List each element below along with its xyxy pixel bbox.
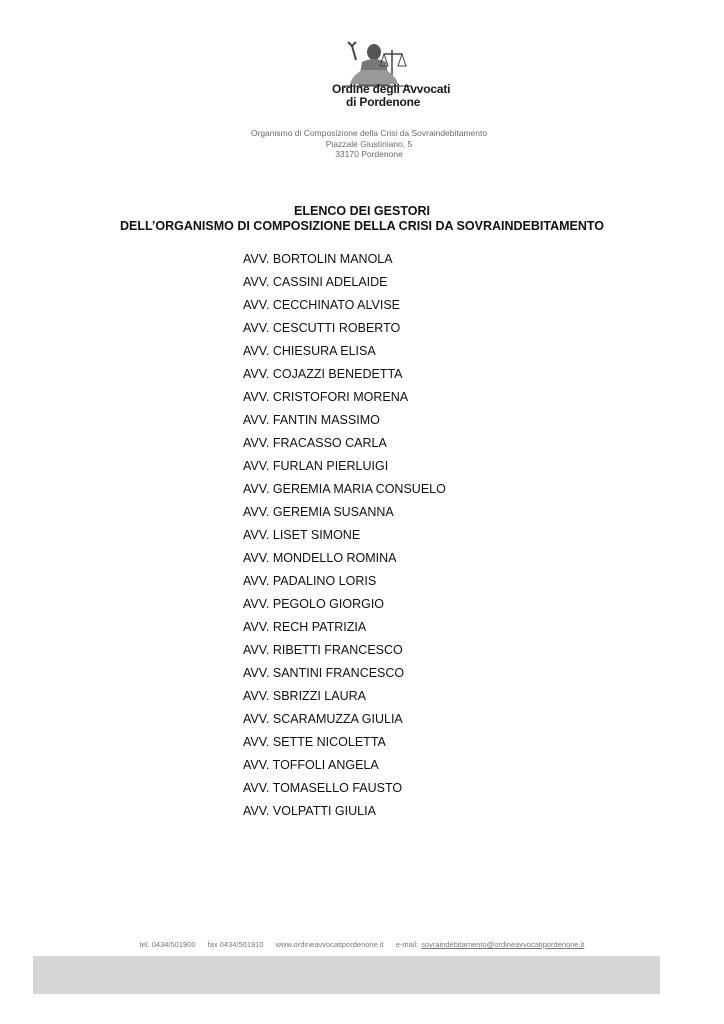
list-item: AVV. CRISTOFORI MORENA (243, 390, 409, 404)
list-item: AVV. SBRIZZI LAURA (243, 689, 366, 703)
list-item: AVV. COJAZZI BENEDETTA (243, 367, 403, 381)
list-item: AVV. FRACASSO CARLA (243, 436, 387, 450)
list-item: AVV. GEREMIA MARIA CONSUELO (243, 482, 446, 496)
list-item: AVV. VOLPATTI GIULIA (243, 804, 376, 818)
organization-address: Piazzale Giustiniano, 5 (325, 138, 413, 149)
list-item: AVV. FURLAN PIERLUIGI (243, 459, 389, 473)
list-item: AVV. MONDELLO ROMINA (243, 551, 397, 565)
list-item: AVV. CHIESURA ELISA (243, 344, 376, 358)
list-item: AVV. PADALINO LORIS (243, 574, 377, 588)
document-title-line2: DELL’ORGANISMO DI COMPOSIZIONE DELLA CRISI DA SOVRAINDEBITAMENTO (119, 219, 605, 233)
list-item: AVV. FANTIN MASSIMO (243, 413, 380, 427)
list-item: AVV. TOMASELLO FAUSTO (243, 781, 403, 795)
list-item: AVV. GEREMIA SUSANNA (243, 505, 394, 519)
list-item: AVV. RIBETTI FRANCESCO (243, 643, 403, 657)
gestori-list (243, 251, 446, 826)
logo-title-line2: di Pordenone (346, 95, 421, 109)
footer-email-label: e-mail: (395, 940, 419, 949)
organization-info (0, 128, 724, 160)
list-item: AVV. CESCUTTI ROBERTO (243, 321, 401, 335)
list-item: AVV. RECH PATRIZIA (243, 620, 367, 634)
footer-website-link[interactable]: www.ordineavvocatipordenone.it (275, 940, 384, 949)
list-item: AVV. LISET SIMONE (243, 528, 361, 542)
list-item: AVV. BORTOLIN MANOLA (243, 252, 393, 266)
list-item: AVV. CASSINI ADELAIDE (243, 275, 388, 289)
organization-city: 33170 Pordenone (335, 149, 403, 159)
list-item: AVV. SETTE NICOLETTA (243, 735, 386, 749)
organization-name: Organismo di Composizione della Crisi da Sovraindebitamento (250, 128, 488, 138)
logo-title-line1: Ordine degli Avvocati (332, 82, 451, 96)
document-title (0, 204, 724, 234)
footer-email-group (396, 940, 585, 949)
footer-bar (33, 956, 660, 994)
footer-fax: fax 0434/501910 (207, 940, 264, 949)
list-item: AVV. PEGOLO GIORGIO (243, 597, 385, 611)
document-title-line1: ELENCO DEI GESTORI (294, 204, 430, 218)
order-logo (322, 40, 462, 112)
footer-contacts (0, 940, 724, 949)
list-item: AVV. CECCHINATO ALVISE (243, 298, 401, 312)
footer-email-link[interactable]: sovraindebitamento@ordineavvocatipordenone.it (421, 940, 585, 949)
list-item: AVV. SANTINI FRANCESCO (243, 666, 405, 680)
footer-phone: tel. 0434/501900 (139, 940, 196, 949)
list-item: AVV. TOFFOLI ANGELA (243, 758, 379, 772)
list-item: AVV. SCARAMUZZA GIULIA (243, 712, 403, 726)
